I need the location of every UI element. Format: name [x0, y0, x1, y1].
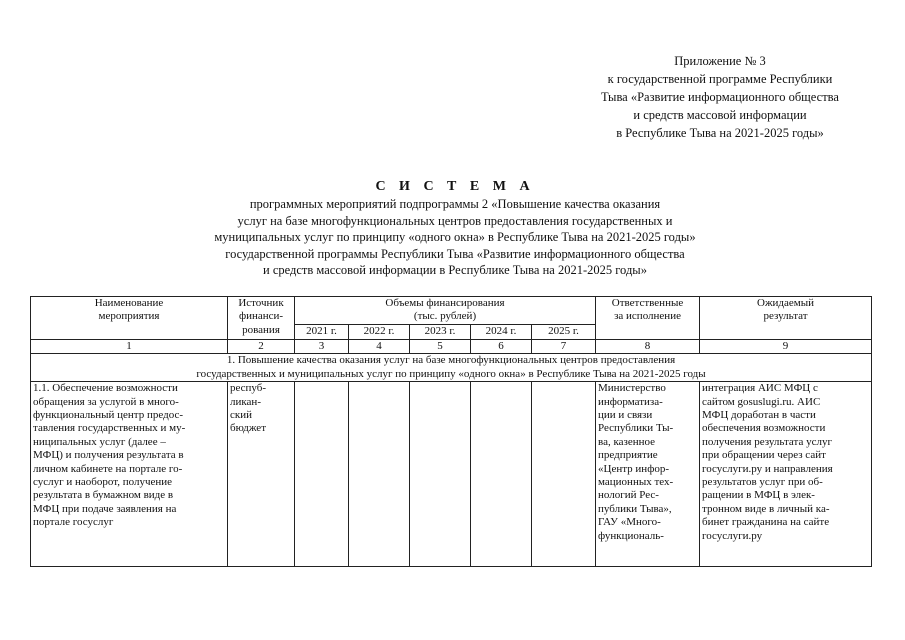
expected-result: интеграция АИС МФЦ с сайтом gosuslugi.ru. АИС МФЦ доработан в части обеспечения возможности получения результата услуг при обращении через сайт госуслуги.ру и направления результатов услуг при об- ращении в МФЦ в элек- тронном виде в личный ка- бинет гражданина на сайте госуслуги.ру	[700, 382, 872, 567]
column-number: 8	[596, 339, 700, 353]
column-number: 9	[700, 339, 872, 353]
table-row	[31, 382, 872, 567]
column-number: 4	[349, 339, 410, 353]
column-number: 2	[228, 339, 295, 353]
responsible-executor: Министерство информатиза- ции и связи Республики Ты- ва, казенное предприятие «Центр инфор- мационных тех- нологий Рес- публики Тыва», ГАУ «Много- функциональ-	[596, 382, 700, 567]
header-result: Ожидаемый результат	[700, 297, 872, 340]
subtitle-line: муниципальных услуг по принципу «одного окна» в Республике Тыва на 2021-2025 годы»	[214, 230, 696, 245]
funding-source: респуб- ликан- ский бюджет	[228, 382, 295, 567]
header-year: 2023 г.	[410, 324, 471, 339]
document-title: С И С Т Е М А	[375, 179, 535, 194]
funding-2021	[295, 382, 349, 567]
funding-2024	[471, 382, 532, 567]
header-year: 2021 г.	[295, 324, 349, 339]
document-subtitle	[120, 196, 790, 279]
measures-table	[30, 296, 872, 567]
subtitle-line: услуг на базе многофункциональных центров предоставления государственных и	[237, 213, 673, 228]
header-source: Источник финанси- рования	[228, 297, 295, 340]
column-number: 3	[295, 339, 349, 353]
header-funding: Объемы финансирования (тыс. рублей)	[295, 297, 596, 325]
appendix-block	[520, 52, 905, 142]
column-number: 5	[410, 339, 471, 353]
funding-2022	[349, 382, 410, 567]
header-name: Наименование мероприятия	[31, 297, 228, 340]
header-year: 2022 г.	[349, 324, 410, 339]
appendix-line: Приложение № 3	[674, 54, 766, 68]
column-number-row	[31, 339, 872, 353]
funding-2023	[410, 382, 471, 567]
header-row	[31, 297, 872, 325]
document-heading	[120, 178, 790, 279]
subtitle-line: программных мероприятий подпрограммы 2 «Повышение качества оказания	[249, 197, 661, 211]
appendix-line: в Республике Тыва на 2021-2025 годы»	[616, 126, 824, 140]
appendix-line: к государственной программе Республики	[607, 72, 833, 86]
section-title: 1. Повышение качества оказания услуг на базе многофункциональных центров предоставления государственных и муниципальных услуг по принципу «одного окна» в Республике Тыва на 2021-2025 годы	[31, 354, 872, 382]
section-row	[31, 354, 872, 382]
measure-name: 1.1. Обеспечение возможности обращения за услугой в много- функциональный центр предос- тавления государственных и му- ниципальных услуг (далее – МФЦ) и получения результата в личном кабинете на портале го- суслуг и наоборот, получение результата в бумажном виде в МФЦ при подаче заявления на портале госуслуг	[31, 382, 228, 567]
subtitle-line: государственной программы Республики Тыва «Развитие информационного общества	[225, 246, 685, 261]
funding-2025	[532, 382, 596, 567]
header-year: 2025 г.	[532, 324, 596, 339]
column-number: 7	[532, 339, 596, 353]
header-responsible: Ответственные за исполнение	[596, 297, 700, 340]
column-number: 6	[471, 339, 532, 353]
header-year: 2024 г.	[471, 324, 532, 339]
column-number: 1	[31, 339, 228, 353]
appendix-line: и средств массовой информации	[633, 108, 807, 122]
appendix-line: Тыва «Развитие информационного общества	[601, 90, 839, 104]
subtitle-line: и средств массовой информации в Республике Тыва на 2021-2025 годы»	[263, 263, 647, 278]
